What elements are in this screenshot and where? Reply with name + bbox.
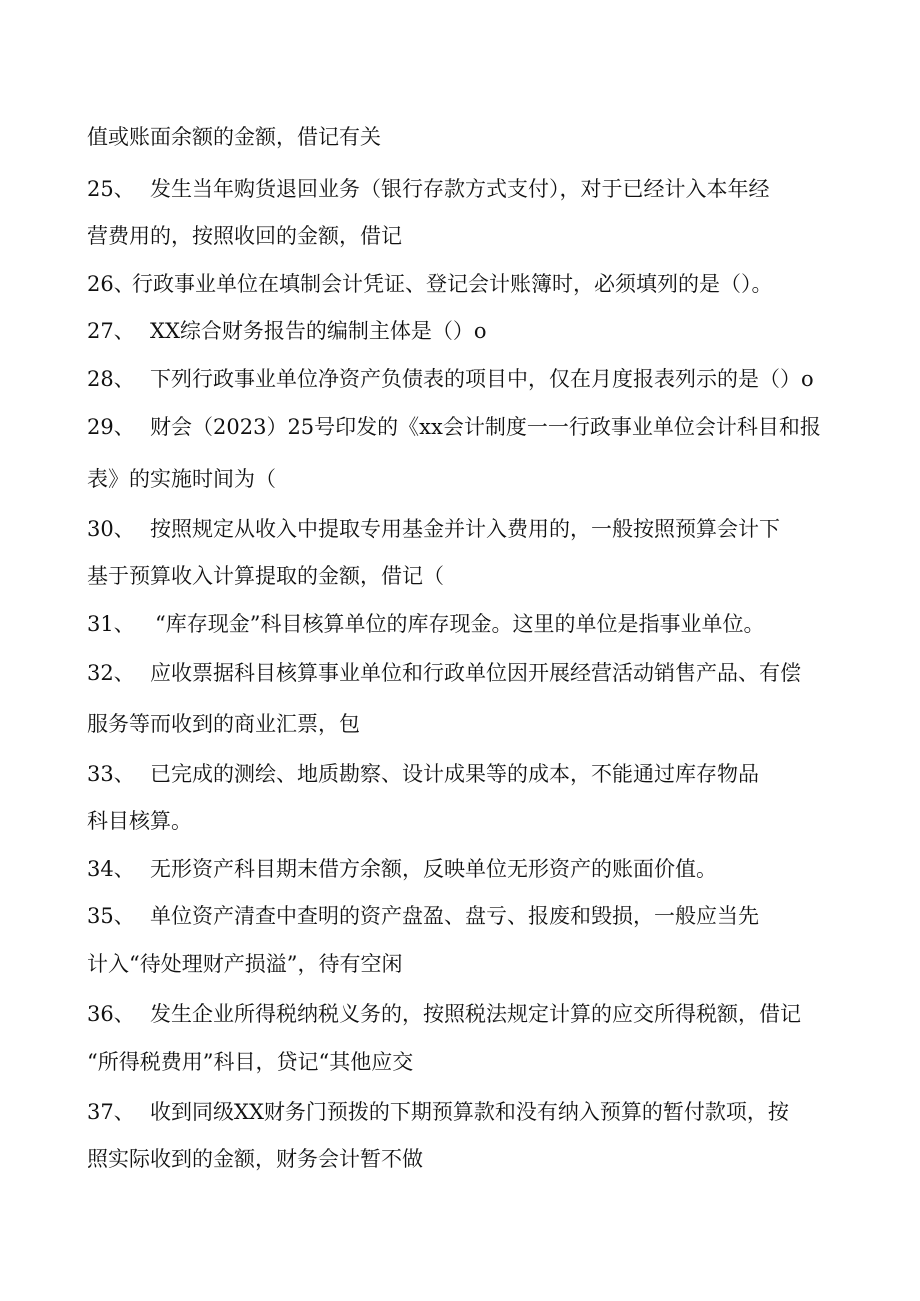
item-number: 36、 (87, 1002, 135, 1026)
lead-line (0, 119, 920, 155)
item-text: 应收票据科目核算事业单位和行政单位因开展经营活动销售产品、有偿 (150, 661, 801, 685)
item-number: 28、 (87, 367, 135, 391)
item-text: 发生当年购货退回业务（银行存款方式支付），对于已经计入本年经 (150, 177, 770, 201)
item-text: 财会（2023）25号印发的《xx会计制度一一行政事业单位会计科目和报 (150, 415, 821, 439)
item-text: 单位资产清查中查明的资产盘盈、盘亏、报废和毁损，一般应当先 (150, 904, 759, 928)
list-item (0, 606, 920, 642)
list-item (0, 266, 920, 302)
item-text-continued: 营费用的，按照收回的金额，借记 (87, 224, 402, 248)
item-number: 33、 (87, 762, 135, 786)
list-item-continuation (0, 946, 920, 982)
item-text-continued: “所得税费用”科目，贷记“其他应交 (87, 1050, 414, 1074)
item-number: 37、 (87, 1100, 135, 1124)
list-item (0, 511, 920, 547)
item-text: 收到同级XX财务门预拨的下期预算款和没有纳入预算的暂付款项，按 (150, 1100, 789, 1124)
list-item-continuation (0, 1141, 920, 1177)
paragraph-text: 值或账面余额的金额，借记有关 (87, 125, 381, 149)
list-item-continuation (0, 558, 920, 594)
item-text-continued: 服务等而收到的商业汇票，包 (87, 712, 360, 736)
item-text: 下列行政事业单位净资产负债表的项目中，仅在月度报表列示的是（）o (150, 367, 814, 391)
list-item (0, 898, 920, 934)
list-item (0, 361, 920, 397)
item-number: 30、 (87, 517, 135, 541)
item-number: 35、 (87, 904, 135, 928)
list-item-continuation (0, 218, 920, 254)
item-text: 发生企业所得税纳税义务的，按照税法规定计算的应交所得税额，借记 (150, 1002, 801, 1026)
item-text-continued: 照实际收到的金额，财务会计暂不做 (87, 1147, 423, 1171)
item-text: 按照规定从收入中提取专用基金并计入费用的，一般按照预算会计下 (150, 517, 780, 541)
list-item (0, 756, 920, 792)
list-item (0, 996, 920, 1032)
item-text: XX综合财务报告的编制主体是（）o (150, 319, 487, 343)
item-number: 26、 (87, 272, 135, 296)
item-text-continued: 基于预算收入计算提取的金额，借记（ (87, 564, 444, 588)
item-text-continued: 表》的实施时间为（ (87, 467, 276, 491)
list-item (0, 171, 920, 207)
item-number: 34、 (87, 857, 135, 881)
item-number: 25、 (87, 177, 135, 201)
item-text: 行政事业单位在填制会计凭证、登记会计账簿时，必须填列的是（）。 (132, 272, 773, 296)
item-number: 31、 (87, 612, 135, 636)
item-number: 27、 (87, 319, 135, 343)
list-item-continuation (0, 803, 920, 839)
list-item (0, 1094, 920, 1130)
item-number: 29、 (87, 415, 135, 439)
list-item-continuation (0, 461, 920, 497)
list-item-continuation (0, 706, 920, 742)
item-text: “库存现金”科目核算单位的库存现金。这里的单位是指事业单位。 (155, 612, 765, 636)
list-item (0, 655, 920, 691)
list-item (0, 409, 920, 445)
item-text-continued: 科目核算。 (87, 809, 192, 833)
item-text: 已完成的测绘、地质勘察、设计成果等的成本，不能通过库存物品 (150, 762, 759, 786)
item-text-continued: 计入“待处理财产损溢”，待有空闲 (87, 952, 403, 976)
item-number: 32、 (87, 661, 135, 685)
list-item-continuation (0, 1044, 920, 1080)
list-item (0, 851, 920, 887)
list-item (0, 313, 920, 349)
item-text: 无形资产科目期末借方余额，反映单位无形资产的账面价值。 (150, 857, 717, 881)
